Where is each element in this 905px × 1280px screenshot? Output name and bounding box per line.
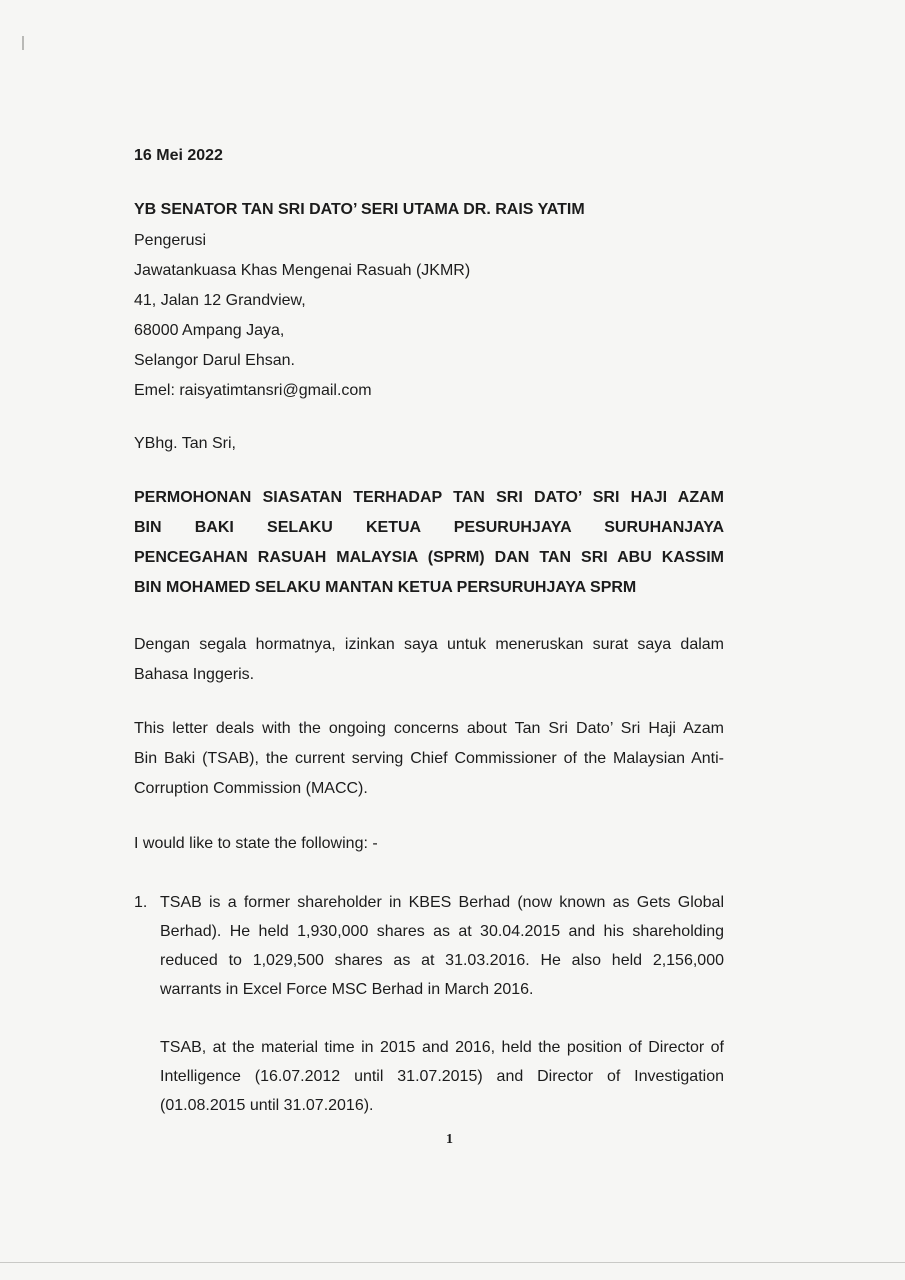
item-line: Berhad). He held 1,930,000 shares as at 30.04.2015 and his shareholding (160, 923, 724, 940)
item-followup-line: Intelligence (16.07.2012 until 31.07.2015) and Director of Investigation (160, 1068, 724, 1085)
recipient-organisation: Jawatankuasa Khas Mengenai Rasuah (JKMR) (134, 262, 471, 279)
paragraph-line: This letter deals with the ongoing concerns about Tan Sri Dato’ Sri Haji Azam (134, 720, 724, 737)
item-line: warrants in Excel Force MSC Berhad in March 2016. (160, 981, 534, 998)
scan-mark (22, 36, 24, 50)
item-number: 1. (134, 894, 148, 911)
subject-line: PERMOHONAN SIASATAN TERHADAP TAN SRI DATO’ SRI HAJI AZAM (134, 489, 724, 506)
paragraph-line: Bahasa Inggeris. (134, 666, 255, 683)
intro-statement: I would like to state the following: - (134, 835, 378, 852)
letter-date: 16 Mei 2022 (134, 147, 223, 164)
item-followup-line: (01.08.2015 until 31.07.2016). (160, 1097, 374, 1114)
subject-line: BIN MOHAMED SELAKU MANTAN KETUA PERSURUHJAYA SPRM (134, 579, 637, 596)
paragraph-line: Bin Baki (TSAB), the current serving Chief Commissioner of the Malaysian Anti- (134, 750, 724, 767)
subject-line: PENCEGAHAN RASUAH MALAYSIA (SPRM) DAN TAN SRI ABU KASSIM (134, 549, 724, 566)
recipient-title: Pengerusi (134, 232, 207, 249)
page-number: 1 (446, 1132, 453, 1147)
recipient-postcode: 68000 Ampang Jaya, (134, 322, 285, 339)
paragraph-line: Dengan segala hormatnya, izinkan saya untuk meneruskan surat saya dalam (134, 636, 724, 653)
recipient-email: Emel: raisyatimtansri@gmail.com (134, 382, 372, 399)
subject-line: BIN BAKI SELAKU KETUA PESURUHJAYA SURUHANJAYA (134, 519, 724, 536)
item-line: TSAB is a former shareholder in KBES Berhad (now known as Gets Global (160, 894, 724, 911)
item-line: reduced to 1,029,500 shares as at 31.03.2016. He also held 2,156,000 (160, 952, 724, 969)
recipient-name: YB SENATOR TAN SRI DATO’ SERI UTAMA DR. RAIS YATIM (134, 201, 585, 218)
bottom-rule (0, 1262, 905, 1263)
salutation: YBhg. Tan Sri, (134, 435, 236, 452)
item-followup-line: TSAB, at the material time in 2015 and 2016, held the position of Director of (160, 1039, 724, 1056)
paragraph-line: Corruption Commission (MACC). (134, 780, 368, 797)
recipient-state: Selangor Darul Ehsan. (134, 352, 295, 369)
recipient-street: 41, Jalan 12 Grandview, (134, 292, 306, 309)
